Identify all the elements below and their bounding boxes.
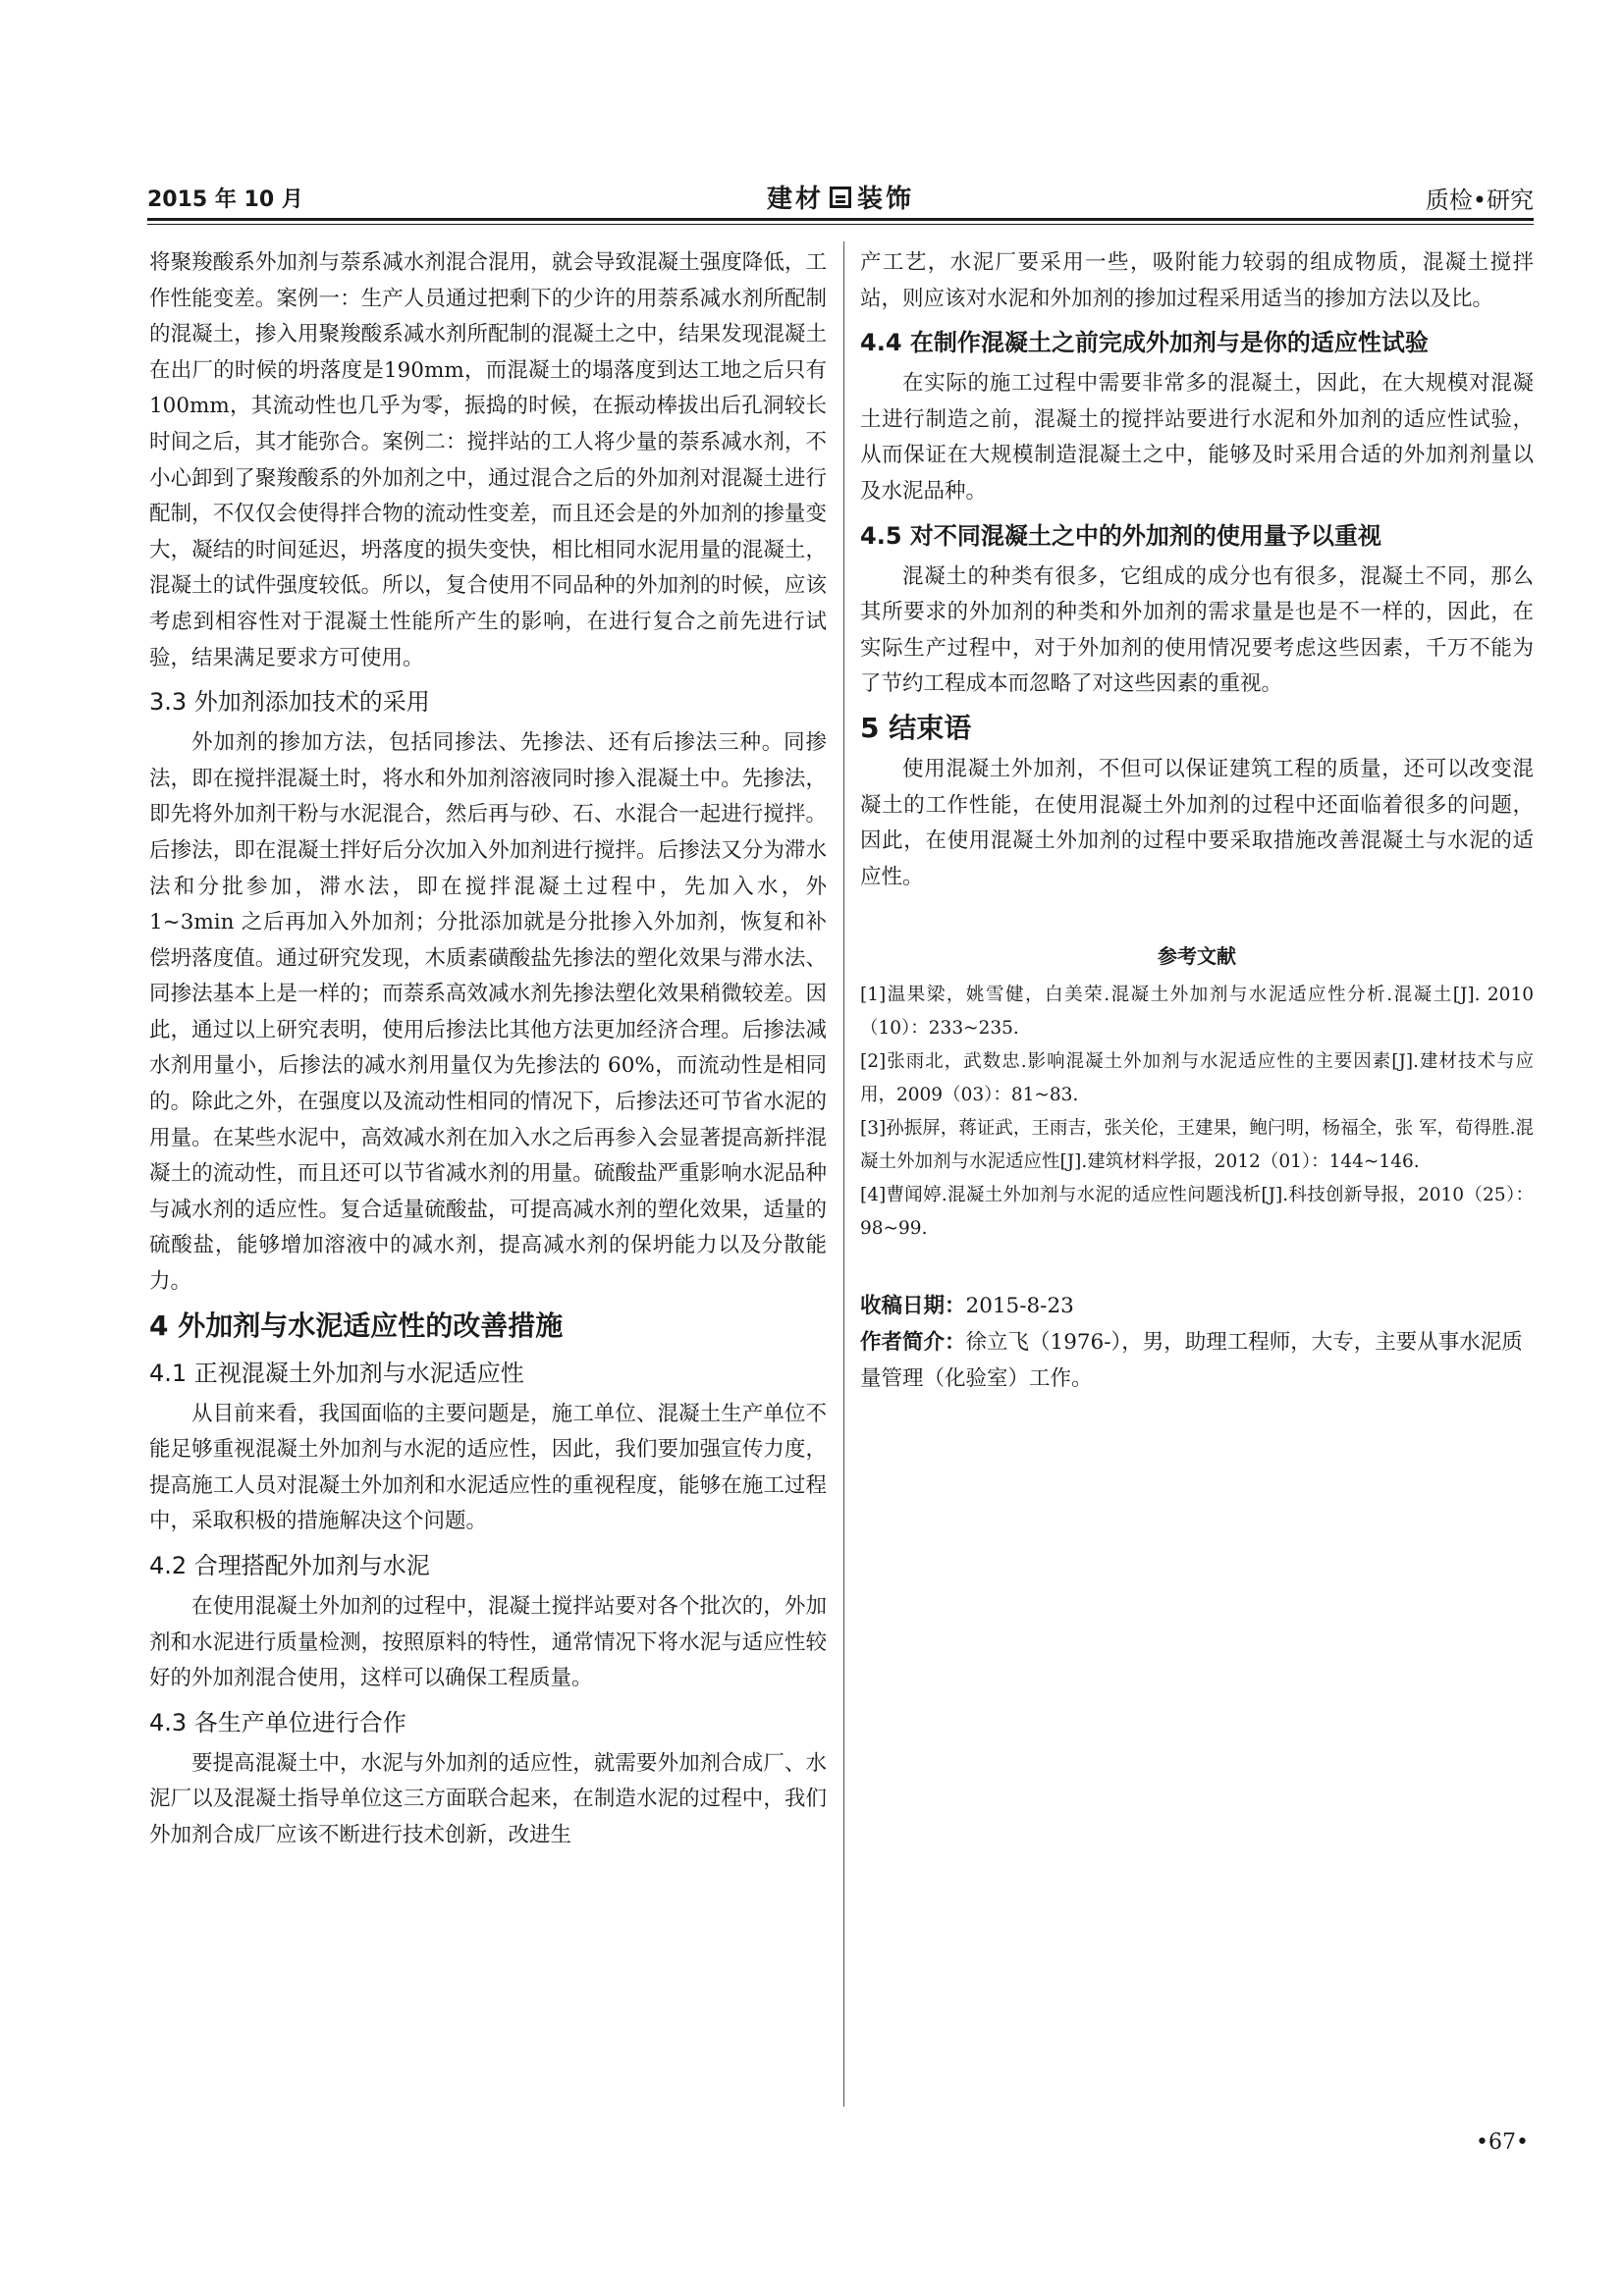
journal-logo-icon	[830, 187, 851, 208]
reference-item: [4]曹闻婷.混凝土外加剂与水泥的适应性问题浅析[J].科技创新导报，2010（25）：98~99.	[860, 1185, 1534, 1240]
page-number: •67•	[1476, 2130, 1529, 2155]
author-bio-value: 徐立飞（1976-），男，助理工程师，大专，主要从事水泥质量管理（化验室）工作。	[860, 1329, 1523, 1391]
paragraph: 在使用混凝土外加剂的过程中，混凝土搅拌站要对各个批次的，外加剂和水泥进行质量检测，按照原料的特性，通常情况下将水泥与适应性较好的外加剂混合使用，这样可以确保工程质量。	[149, 1594, 827, 1691]
paragraph: 从目前来看，我国面临的主要问题是，施工单位、混凝土生产单位不能足够重视混凝土外加剂与水泥的适应性，因此，我们要加强宣传力度，提高施工人员对混凝土外加剂和水泥适应性的重视程度，能够在施工过程中，采取积极的措施解决这个问题。	[149, 1401, 827, 1534]
section-heading-4: 4 外加剂与水泥适应性的改善措施	[149, 1308, 564, 1342]
section-heading-5: 5 结束语	[860, 711, 972, 744]
author-bio	[860, 1325, 1534, 1397]
subsection-heading-4-2: 4.2 合理搭配外加剂与水泥	[149, 1552, 430, 1579]
subsection-heading-4-4: 4.4 在制作混凝土之前完成外加剂与是你的适应性试验	[860, 329, 1429, 357]
paragraph: 外加剂的掺加方法，包括同掺法、先掺法、还有后掺法三种。同掺法，即在搅拌混凝土时，将水和外加剂溶液同时掺入混凝土中。先掺法，即先将外加剂干粉与水泥混合，然后再与砂、石、水混合一起进行搅拌。后掺法，即在混凝土拌好后分次加入外加剂进行搅拌。后掺法又分为滞水法和分批参加，滞水法，即在搅拌混凝土过程中，先加入水，外 1~3min 之后再加入外加剂；分批添加就是分批掺入外加剂，恢复和补偿坍落度值。通过研究发现，木质素磺酸盐先掺法的塑化效果与滞水法、同掺法基本上是一样的；而萘系高效减水剂先掺法塑化效果稍微较差。因此，通过以上研究表明，使用后掺法比其他方法更加经济合理。后掺法减水剂用量小，后掺法的减水剂用量仅为先掺法的 60%，而流动性是相同的。除此之外，在强度以及流动性相同的情况下，后掺法还可节省水泥的用量。在某些水泥中，高效减水剂在加入水之后再参入会显著提高新拌混凝土的流动性，而且还可以节省减水剂的用量。硫酸盐严重影响水泥品种与减水剂的适应性。复合适量硫酸盐，可提高减水剂的塑化效果，适量的硫酸盐，能够增加溶液中的减水剂，提高减水剂的保坍能力以及分散能力。	[149, 730, 827, 1295]
header-rule	[147, 218, 1534, 221]
reference-item: [3]孙振屏，蒋证武，王雨吉，张关伦，王建果，鲍闩明，杨福全，张 军，荀得胜.混凝土外加剂与水泥适应性[J].建筑材料学报，2012（01）：144~146.	[860, 1118, 1534, 1173]
subsection-heading-4-5: 4.5 对不同混凝土之中的外加剂的使用量予以重视	[860, 521, 1381, 550]
subsection-heading-3-3: 3.3 外加剂添加技术的采用	[149, 688, 430, 717]
paragraph: 要提高混凝土中，水泥与外加剂的适应性，就需要外加剂合成厂、水泥厂以及混凝土指导单位这三方面联合起来，在制造水泥的过程中，我们外加剂合成厂应该不断进行技术创新，改进生	[149, 1750, 827, 1847]
column-divider	[843, 241, 844, 2107]
paragraph: 将聚羧酸系外加剂与萘系减水剂混合混用，就会导致混凝土强度降低，工作性能变差。案例一：生产人员通过把剩下的少许的用萘系减水剂所配制的混凝土，掺入用聚羧酸系减水剂所配制的混凝土之中，结果发现混凝土在出厂的时候的坍落度是190mm，而混凝土的塌落度到达工地之后只有100mm，其流动性也几乎为零，振捣的时候，在振动棒拔出后孔洞较长时间之后，其才能弥合。案例二：搅拌站的工人将少量的萘系减水剂，不小心卸到了聚羧酸系的外加剂之中，通过混合之后的外加剂对混凝土进行配制，不仅仅会使得拌合物的流动性变差，而且还会是的外加剂的掺量变大，凝结的时间延迟，坍落度的损失变快，相比相同水泥用量的混凝土，混凝土的试件强度较低。所以，复合使用不同品种的外加剂的时候，应该考虑到相容性对于混凝土性能所产生的影响，在进行复合之前先进行试验，结果满足要求方可使用。	[149, 250, 827, 670]
paragraph: 使用混凝土外加剂，不但可以保证建筑工程的质量，还可以改变混凝土的工作性能，在使用混凝土外加剂的过程中还面临着很多的问题，因此，在使用混凝土外加剂的过程中要采取措施改善混凝土与水泥的适应性。	[860, 756, 1534, 889]
subsection-heading-4-1: 4.1 正视混凝土外加剂与水泥适应性	[149, 1359, 524, 1387]
journal-name-part1: 建材	[766, 185, 824, 214]
section-label: 质检•研究	[1425, 187, 1534, 214]
references-title: 参考文献	[1158, 944, 1236, 969]
subsection-heading-4-3: 4.3 各生产单位进行合作	[149, 1708, 406, 1736]
page-header	[147, 175, 1534, 218]
header-rule-thin	[147, 224, 1534, 225]
received-date-label: 收稿日期：	[860, 1294, 966, 1319]
reference-item: [2]张雨北，武数忠.影响混凝土外加剂与水泥适应性的主要因素[J].建材技术与应用，2009（03）：81~83.	[860, 1051, 1534, 1106]
left-column	[149, 245, 827, 1854]
journal-name	[767, 179, 914, 215]
author-bio-label: 作者简介：	[860, 1329, 966, 1355]
received-date-value: 2015-8-23	[965, 1294, 1074, 1319]
paragraph: 产工艺，水泥厂要采用一些，吸附能力较弱的组成物质，混凝土搅拌站，则应该对水泥和外加剂的掺加过程采用适当的掺加方法以及比。	[860, 250, 1534, 311]
paragraph: 在实际的施工过程中需要非常多的混凝土，因此，在大规模对混凝土进行制造之前，混凝土的搅拌站要进行水泥和外加剂的适应性试验，从而保证在大规模制造混凝土之中，能够及时采用合适的外加剂剂量以及水泥品种。	[860, 371, 1534, 504]
reference-item: [1]温果梁，姚雪健，白美荣.混凝土外加剂与水泥适应性分析.混凝土[J]. 2010（10）：233~235.	[860, 985, 1534, 1040]
right-column	[860, 245, 1534, 1397]
paragraph: 混凝土的种类有很多，它组成的成分也有很多，混凝土不同，那么其所要求的外加剂的种类和外加剂的需求量是也是不一样的，因此，在实际生产过程中，对于外加剂的使用情况要考虑这些因素，千万不能为了节约工程成本而忽略了对这些因素的重视。	[860, 563, 1534, 697]
received-date	[860, 1289, 1534, 1325]
article-meta	[860, 1289, 1534, 1397]
issue-date: 2015 年 10 月	[147, 187, 303, 212]
journal-name-part2: 装饰	[857, 185, 915, 214]
